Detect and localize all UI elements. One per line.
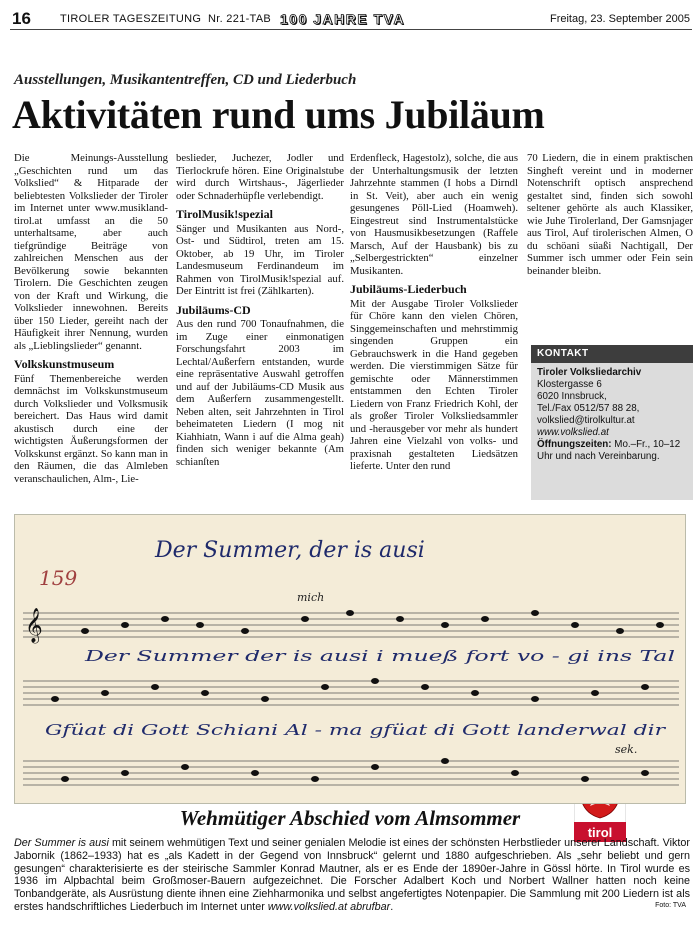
subheading-tirolmusik-spezial: TirolMusik!spezial bbox=[176, 207, 273, 221]
paragraph: Die Meinungs-Ausstellung „Geschichten rund um das Volkslied“ & Hitparade der beliebtesten Volkslieder der Tiroler im Internet unter www.musikland-tirol.at umfasst an die 50 unterhaltsame, aber auch tiefgründige Beiträge von zahlreichen Menschen aus der Bevölkerung sowie bekannten Tirolern. Die Geschichten zeugen von der Kraft und Wirkung, die Volkslieder innewohnen. Bereits über 150 Lieder, gereiht nach der Häufigkeit ihrer Nennung, wurden als „Lieblingslieder“ genannt. bbox=[14, 152, 168, 352]
score-mark-mich: mich bbox=[297, 591, 325, 604]
contact-email[interactable]: volkslied@tirolkultur.at bbox=[537, 415, 635, 426]
contact-phone: Tel./Fax 0512/57 88 28, bbox=[537, 403, 640, 414]
caption-lead: Der Summer is ausi bbox=[14, 837, 109, 849]
contact-organization: Tiroler Volksliedarchiv bbox=[537, 367, 642, 378]
tirol-logo-text: tirol bbox=[587, 825, 613, 840]
paragraph: Mit der Ausgabe Tiroler Volkslieder für Chöre kann den vielen Chören, Singgemeinschaften und mehrstimmig singenden Gruppen ein Gebrauchswerk in die Hand gegeben werden. Die vierstimmigen Sätze für gemischte oder Männerstimmen entstammen den Echten Tiroler Liedern von Franz Friedrich Kohl, der als großer Tiroler Volksliedsammler und -herausgeber vor mehr als hundert Jahren eine Vielzahl von volks- und praxisnah gestalteten Liedsätzen lieferte. Unter den rund bbox=[350, 297, 518, 472]
page-number: 16 bbox=[12, 9, 31, 28]
article-column-3 bbox=[350, 152, 518, 473]
contact-street: Klostergasse 6 bbox=[537, 379, 602, 390]
score-lyrics-line-1: Der Summer der is ausi i mueß fort vo - gi ins Tal bbox=[83, 647, 676, 665]
issue-date: Freitag, 23. September 2005 bbox=[549, 13, 690, 25]
svg-text:𝄞: 𝄞 bbox=[25, 608, 43, 643]
special-section-title: 100 JAHRE TVA bbox=[280, 11, 406, 27]
caption-text: Der Summer is ausi mit seinem wehmütigen Text und seiner genialen Melodie ist eines der schönsten Herbstlieder unserer Landschaft. Viktor Jabornik (1862–1933) hat es „als Kadett in der Gegend von Innsbruck“ gelernt und 1880 aufgeschrieben. Als „sehr beliebt und gern gesungen“ charakterisierte es der steirische Sammler Konrad Mautner, als er es Ende der 1890er-Jahre in Gössl hörte. In Tirol wurde es 1936 im Alpbachtal beim Großmoser-Bauern aufgezeichnet. Die Forscher Adalbert Koch und Norbert Wallner hatten noch keine Tonbandgeräte, als Ausrüstung diente ihnen eine Ziehharmonika und selbst angefertigtes Notenpapier. Die Sammlung mit 200 Liedern ist als erstes handschriftliches Liederbuch im Internet unter www.volkslied.at abrufbar. bbox=[14, 837, 690, 913]
score-title: Der Summer, der is ausi bbox=[155, 538, 425, 563]
caption-title: Wehmütiger Abschied vom Almsommer bbox=[179, 806, 521, 830]
score-drawing bbox=[15, 515, 686, 804]
photo-credit: Foto: TVA bbox=[655, 902, 686, 909]
article-column-2 bbox=[176, 152, 344, 468]
paragraph: Fünf Themenbereiche werden demnächst im Volkskunstmuseum durch Volkslieder und Volksmusik bereichert. Das Haus wird damit akustisch durch eine der wichtigsten Äußerungsformen der Volkskunst ergänzt. So kann man in den Räumen, die das Almleben veranschaulichen, Alm-, Lie- bbox=[14, 372, 168, 485]
staff-2-notes bbox=[51, 678, 649, 702]
article-column-4 bbox=[527, 152, 693, 277]
staff-1-notes bbox=[25, 608, 664, 644]
article-column-1 bbox=[14, 152, 168, 485]
contact-city: 6020 Innsbruck, bbox=[537, 391, 607, 402]
handwritten-score-image bbox=[14, 514, 686, 804]
article-headline: Aktivitäten rund ums Jubiläum bbox=[12, 92, 545, 137]
article-kicker: Ausstellungen, Musikantentreffen, CD und Liederbuch bbox=[14, 72, 357, 88]
score-number: 159 bbox=[39, 566, 78, 590]
score-lyrics-line-2: Gfüat di Gott Schiani Al - ma gfüat di Gott landerwal dir bbox=[45, 721, 667, 739]
paragraph: Aus den rund 700 Tonaufnahmen, die im Zuge einer einmonatigen Forschungsfahrt 2003 im Lechtal/Außerfern entstanden, wurde eine repräsentative Auswahl getroffen und auf der Jubiläums-CD Musik aus dem Außerfern zusammengestellt. Neben alten, seit Jahrzehnten in Tirol beheimateten Liedern (I mog nit Kiahhiatn, Wann i auf die Alma geah) finden sich weniger bekannte (Am schianſten bbox=[176, 318, 344, 468]
contact-box-label: KONTAKT bbox=[531, 345, 693, 363]
caption-url: www.volkslied.at abrufbar bbox=[267, 900, 391, 913]
subheading-volkskunstmuseum: Volkskunstmuseum bbox=[14, 357, 115, 371]
paragraph: beslieder, Juchezer, Jodler und Tierlockrufe hören. Eine Originalstube wird durch Wirtshaus-, Jägerlieder oder Schnaderhüpfle verlebendigt. bbox=[176, 152, 344, 202]
issue-number: Nr. 221-TAB bbox=[208, 13, 272, 25]
paragraph: 70 Liedern, die in einem praktischen Singheft vereint und in moderner Notenschrift optisch ansprechend gestaltet sind, finden sich sowohl seltener gehörte als auch Klassiker, wie Juhe Tirolerland, Der Gamsnjager aus Tirol, Auf tirolerischen Almen, O du schöani süaßi Nachtigall, Der Summer isch ummer oder Fein sein beinander bleibn. bbox=[527, 152, 693, 277]
subheading-jubilaeums-liederbuch: Jubiläums-Liederbuch bbox=[350, 282, 467, 296]
staff-3-notes bbox=[61, 758, 649, 782]
subheading-jubilaeums-cd: Jubiläums-CD bbox=[176, 302, 251, 317]
score-mark-sek: sek. bbox=[615, 743, 638, 756]
contact-hours: Öffnungszeiten: Mo.–Fr., 10–12 Uhr und nach Vereinbarung. bbox=[537, 439, 681, 462]
newspaper-name: TIROLER TAGESZEITUNG Nr. 221-TAB bbox=[60, 13, 272, 25]
contact-website[interactable]: www.volkslied.at bbox=[537, 427, 609, 438]
paragraph: Sänger und Musikanten aus Nord-, Ost- und Südtirol, treten am 15. Oktober, ab 19 Uhr, im Tiroler Landesmuseum Ferdinandeum im Rahmen von TirolMusik!spezial auf. Der Eintritt ist frei (Zählkarten). bbox=[176, 222, 344, 297]
page-header bbox=[10, 8, 692, 30]
paragraph: Erdenfleck, Hagestolz), solche, die aus der Unterhaltungsmusik der letzten Jahrzehnte stammen (I hobs a Dirndl in St. Veit), aber auch ein wenig gesungenes Pöll-Lied (Hoamweh). Eingestreut sind Instrumentalstücke von Hausmusikbesetzungen (Raffele Marsch, Auf der Hausbank) bis zu „Selbergestrickten“ einzelner Musikanten. bbox=[350, 152, 518, 277]
